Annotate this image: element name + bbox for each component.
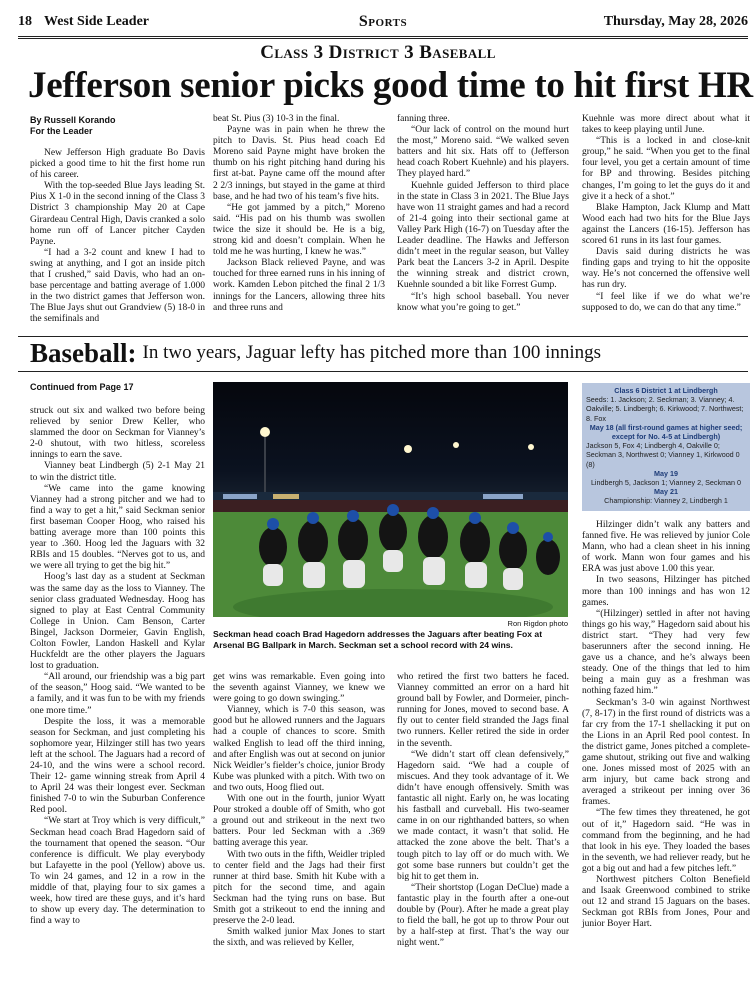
scores-may21-heading: May 21 xyxy=(654,487,678,497)
story1-byline xyxy=(30,115,205,137)
story2-headline-text: In two years, Jaguar lefty has pitched more than 100 innings xyxy=(142,342,602,363)
page-number: 18 xyxy=(18,14,32,29)
paragraph: With the top-seeded Blue Jays leading St. Pius X 1-0 in the second inning of the Class 3 District 3 championship May 20 at Cape Girardeau Central High, Davis cranked a solo home run off of Lancer pitcher Cayden Payne. xyxy=(30,181,205,247)
byline-affiliation: For the Leader xyxy=(30,126,93,136)
story2-column-2 xyxy=(213,672,385,949)
paragraph: “We start at Troy which is very difficult,” Seckman head coach Brad Hagedorn said of the tournament that opened the season. “Our conference is difficult. We play everybody but Lafayette in the pool (Yellow) above us. To win 24 games, and 12 in a row in the middle of that, playing four to six games a week, how tired are these guys, and it’s hard to show up every day. The determination to find a way to xyxy=(30,816,205,927)
photo-caption: Seckman head coach Brad Hagedorn addresses the Jaguars after beating Fox at Arsenal BG Ballpark in March. Seckman set a school record with 24 wins. xyxy=(213,629,543,650)
story1-kicker: Class 3 District 3 Baseball xyxy=(260,42,496,63)
paragraph: Northwest pitchers Colton Benefield and Isaak Greenwood combined to strike out 12 and strand 15 Jaguars on the bases. Seckman got RBIs from Jones, Pour and junior Boyer Hart. xyxy=(582,875,750,930)
story1-column-2 xyxy=(213,114,385,314)
story2-column-4 xyxy=(582,520,750,930)
paragraph: “This is a locked in and close-knit group,” he said. “When you get to the final four level, you get a certain amount of time for BP and throwing. Besides pitching changes, I’m going to let the guys do it and give it a heck of a shot.” xyxy=(582,136,750,202)
section-name: Sports xyxy=(358,13,408,30)
scores-may19-results: Lindbergh 5, Jackson 1; Vianney 2, Seckman 0 xyxy=(590,478,742,488)
team-photo xyxy=(213,382,568,617)
story2-column-3 xyxy=(397,672,569,949)
scores-seeds: Seeds: 1. Jackson; 2. Seckman; 3. Vianney; 4. Oakville; 5. Lindbergh; 6. Kirkwood; 7. Northwest; 8. Fox xyxy=(586,395,744,423)
paragraph: With two outs in the fifth, Weidler tripled to center field and the Jags had their first runner at third base. Smith hit Kube with a pitch for the second time, and again Seckman had the tying runs on base. But Smith got a strikeout to end the inning and preserve the 2-0 lead. xyxy=(213,849,385,927)
scores-may18-results: Jackson 5, Fox 4; Lindbergh 4, Oakville 0; Seckman 3, Northwest 0; Vianney 1, Kirkwood 0 (8) xyxy=(586,441,740,469)
paragraph: “I feel like if we do what we’re supposed to do, we can do that any time.” xyxy=(582,291,750,313)
scores-box-title: Class 6 District 1 at Lindbergh xyxy=(614,386,718,395)
paragraph: get wins was remarkable. Even going into the seventh against Vianney, we knew we were going to go down swinging.” xyxy=(213,672,385,705)
ballpark-scene-image xyxy=(213,382,568,617)
paragraph: Smith walked junior Max Jones to start the sixth, and was relieved by Keller, xyxy=(213,927,385,949)
story1-column-4 xyxy=(582,114,750,314)
paragraph: “He got jammed by a pitch,” Moreno said. “His pad on his thumb was swollen twice the size it should be. He is a big, strong kid and doesn’t complain. When he told me he was hurting, I knew he was.” xyxy=(213,202,385,258)
paragraph: With one out in the fourth, junior Wyatt Pour stroked a double off of Smith, who got a ground out and strikeout in the next two batters. Pour led Seckman with a .369 batting average this year. xyxy=(213,794,385,849)
paragraph: who retired the first two batters he faced. Vianney committed an error on a hard hit ground ball by Fowler, and Dormeier, pinch-running for Jones, moved to second base. A fly out to center field stranded the Jags final two runners. Keller retired the side in order in the seventh. xyxy=(397,672,569,749)
issue-date: Thursday, May 28, 2026 xyxy=(603,14,748,29)
paragraph: Seckman’s 3-0 win against Northwest (7, 8-17) in the first round of districts was a far cry from the 17-1 shellacking it put on the Lions in an April Red pool contest. In the district game, Jones pitched a complete-game shutout, striking out five and walking one. Jones missed most of 2025 with an arm injury, but came back strong and averaged a strikeout per inning over 36 frames. xyxy=(582,697,750,808)
paragraph: “Our lack of control on the mound hurt the most,” Moreno said. “We walked seven batters and hit six. Hats off to (Jefferson head coach Robert Kuehnle) and his players. They played hard.” xyxy=(397,125,569,180)
paragraph: fanning three. xyxy=(397,114,450,124)
paragraph: Davis said during districts he was finding gaps and trying to hit the opposite way. He’s not concerned the offensive well has run dry. xyxy=(582,247,750,291)
paragraph: Hilzinger didn’t walk any batters and fanned five. He was relieved by junior Cole Mann, who had a clean sheet in his inning of work. Mann won four games and his ERA was just above 1.00 this year. xyxy=(582,520,750,575)
paragraph: Blake Hampton, Jack Klump and Matt Wood each had two hits for the Blue Jays against the Lancers (16-15). Jefferson has scored 61 runs in its last four games. xyxy=(582,202,750,247)
paragraph: Hoog’s last day as a student at Seckman was the same day as the loss to Vianney. The senior class graduated Wednesday. Hoog has signed to play at East Central Community College in Union. Cam Benson, Carter Bingel, Jackson Dormeier, Gavin English, Colton Fowler, Landon Haskell and Kylar Huckfeldt are the other players the Jaguars lost to graduation. xyxy=(30,572,205,672)
paragraph: Kuehnle guided Jefferson to third place in the state in Class 3 in 2021. The Blue Jays have won 11 straight games and had a record of 21-4 going into their sectional game at Valley Park High (16-7) on Tuesday after the Leader deadline. The Hawks and Jefferson didn’t meet in the regular season, but Valley Park beat the Lancers 3-2 in April. Despite the winning streak and district crown, Kuehnle sounded a bit like Forrest Gump. xyxy=(397,180,569,291)
story1-column-3 xyxy=(397,114,569,314)
paragraph: beat St. Pius (3) 10-3 in the final. xyxy=(213,114,340,124)
paragraph: “(Hilzinger) settled in after not having things go his way,” Hagedorn said about his district start. “They had very few baserunners after the second inning. He gave us a chance, and he’s always been steady. One of the things that led to him being a main guy as a freshman was nothing fazed him.” xyxy=(582,608,750,697)
paragraph: “We didn’t start off clean defensively,” Hagedorn said. “We had a couple of miscues. And they took advantage of it. We didn’t have enough offensively. Smith was fantastic all night. Early on, he was locating his fastball and curveball. His two-seamer came in on our righthanded batters, so when we made contact, it wasn’t that solid. He attacked the zone above the belt. That’s a tough pitch to lay off or do much with. We got some base runners but couldn’t get the big hit to get them in. xyxy=(397,749,569,882)
scores-championship: Championship: Vianney 2, Lindbergh 1 xyxy=(604,496,728,506)
paragraph: In two seasons, Hilzinger has pitched more than 100 innings and has won 12 games. xyxy=(582,575,750,608)
byline-author: By Russell Korando xyxy=(30,115,116,125)
paragraph: Vianney beat Lindbergh (5) 2-1 May 21 to win the district title. xyxy=(30,461,205,483)
paragraph: Vianney, which is 7-0 this season, was good but he allowed runners and the Jaguars had a couple of chances to score. Smith walked English to lead off the third inning, and after English was out at second on junior Nick Weidler’s fielder’s choice, junior Brody Kube was plunked with a pitch. With two on and two outs, Hoog flied out. xyxy=(213,705,385,793)
paragraph: Jackson Black relieved Payne, and was touched for three earned runs in his inning of work. Kamden Lebon pitched the final 2 1/3 innings for the Lancers, allowing three hits and three runs and xyxy=(213,258,385,313)
continued-note: Continued from Page 17 xyxy=(30,382,134,392)
paragraph: “The few times they threatened, he got out of it,” Hagedorn said. “He was in command from the beginning, and he had that look in his eye. They loaded the bases in the seventh, we had reliever ready, but he got a big out and had a few pitches left.” xyxy=(582,808,750,874)
scores-may18-heading: May 18 (all first-round games at higher seed; except for No. 4-5 at Lindbergh) xyxy=(589,422,743,442)
district-scores-box xyxy=(582,383,750,511)
story2-headline xyxy=(30,336,601,370)
story1-headline: Jefferson senior picks good time to hit first HR xyxy=(28,65,753,106)
paragraph: “We came into the game knowing Vianney had a strong pitcher and we had to find a way to get a hit,” said Seckman senior first baseman Cooper Hoog, who raised his batting average more than 100 points this year to .360. Hoog led the Jaguars with 32 RBIs and 15 doubles. “Nerves got to us, and we were all trying to get the big hit.” xyxy=(30,483,205,572)
paragraph: New Jefferson High graduate Bo Davis picked a good time to hit the first home run of his career. xyxy=(30,148,205,181)
paragraph: “Their shortstop (Logan DeClue) made a fantastic play in the fourth after a one-out double by (Pour). After he made a great play to field the ball, he got up to throw Pour out by a half-step at first. That’s the way our night went.” xyxy=(397,882,569,949)
paragraph: “It’s high school baseball. You never know what you’re going to get.” xyxy=(397,291,569,313)
section-rule-bottom xyxy=(18,371,748,372)
story1-column-1 xyxy=(30,148,205,326)
photo-credit: Ron Rigdon photo xyxy=(507,619,568,628)
paragraph: “I had a 3-2 count and knew I had to swing at anything, and I got an inside pitch that I crushed,” said Davis, who had an on-base percentage and batting average of 1.000 in the two district games that Jefferson won. The Blue Jays shut out Grandview (5) 18-0 in the semifinals and xyxy=(30,247,205,325)
story2-headline-label: Baseball: xyxy=(30,337,137,368)
paragraph: struck out six and walked two before being relieved by senior Drew Keller, who slammed the door on Seckman for Vianney’s 2-0 shutout, with two hitless, scoreless innings to earn the save. xyxy=(30,406,205,461)
paragraph: Kuehnle was more direct about what it takes to keep playing until June. xyxy=(582,114,750,136)
page-folio xyxy=(18,8,748,39)
story2-column-1 xyxy=(30,406,205,927)
publication-name: West Side Leader xyxy=(44,14,149,29)
paragraph: Despite the loss, it was a memorable season for Seckman, and just completing his sophomore year, Hilzinger still has two years left at the school. The Jaguars had a record of 24-10, and the wins were a school record. Their 12- game winning streak from April 4 to April 24 was their longest ever. Seckman finished 7-0 to win the Suburban Conference Red pool. xyxy=(30,716,205,816)
paragraph: “All around, our friendship was a big part of the season,” Hoog said. “We wanted to be a family, and it was fun to be with my friends one more time.” xyxy=(30,672,205,716)
paragraph: Payne was in pain when he threw the pitch to Davis. St. Pius head coach Ed Moreno said Payne might have broken the thumb on his right pitching hand during his first at-bat. Payne came off the mound after 2 2/3 innings, but stayed in the game at third base, and he had two of his team’s five hits. xyxy=(213,125,385,202)
scores-may19-heading: May 19 xyxy=(654,468,678,478)
